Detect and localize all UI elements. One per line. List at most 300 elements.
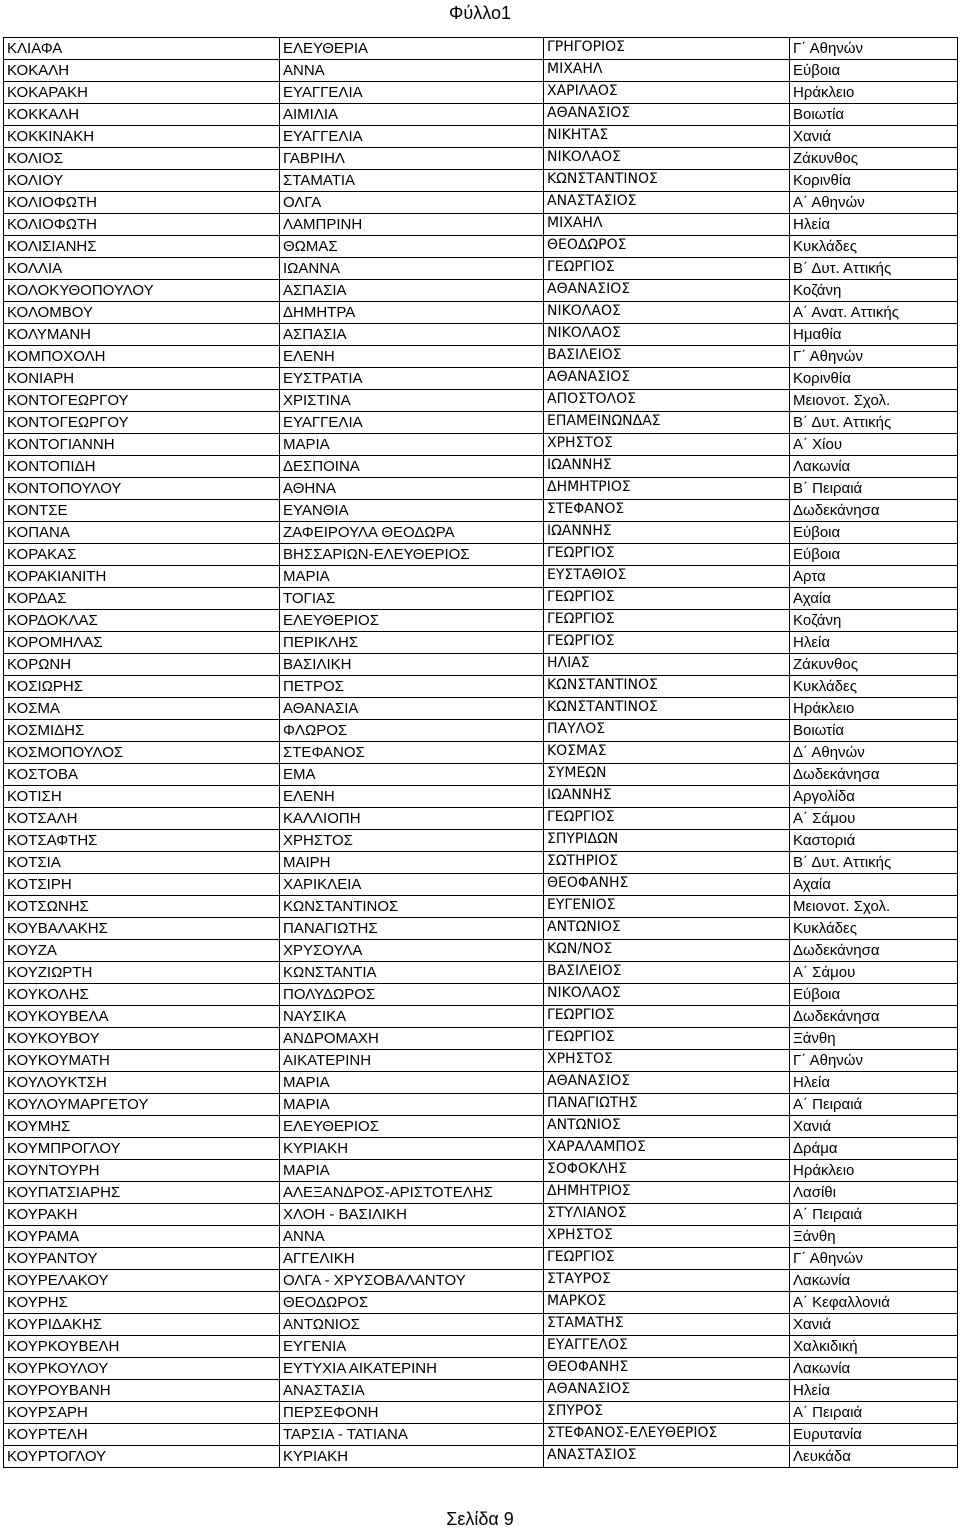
father-name-cell: ΓΕΩΡΓΙΟΣ: [544, 1028, 790, 1050]
first-name-cell: ΦΛΩΡΟΣ: [280, 720, 544, 742]
region-cell: Ηράκλειο: [790, 82, 958, 104]
table-row: [4, 984, 958, 1006]
surname-cell: ΚΟΣΙΩΡΗΣ: [4, 676, 280, 698]
region-cell: Α΄ Ανατ. Αττικής: [790, 302, 958, 324]
first-name-cell: ΜΑΡΙΑ: [280, 1160, 544, 1182]
father-name-cell: ΣΤΑΥΡΟΣ: [544, 1270, 790, 1292]
first-name-cell: ΕΥΑΓΓΕΛΙΑ: [280, 126, 544, 148]
table-row: [4, 896, 958, 918]
surname-cell: ΚΟΛΙΣΙΑΝΗΣ: [4, 236, 280, 258]
region-cell: Β΄ Δυτ. Αττικής: [790, 258, 958, 280]
surname-cell: ΚΟΚΚΙΝΑΚΗ: [4, 126, 280, 148]
first-name-cell: ΚΩΝΣΤΑΝΤΙΑ: [280, 962, 544, 984]
surname-cell: ΚΟΤΙΣΗ: [4, 786, 280, 808]
region-cell: Κυκλάδες: [790, 918, 958, 940]
first-name-cell: ΤΑΡΣΙΑ - ΤΑΤΙΑΝΑ: [280, 1424, 544, 1446]
first-name-cell: ΑΝΑΣΤΑΣΙΑ: [280, 1380, 544, 1402]
region-cell: Χαλκιδική: [790, 1336, 958, 1358]
table-row: [4, 434, 958, 456]
region-cell: Κορινθία: [790, 170, 958, 192]
table-row: [4, 1072, 958, 1094]
first-name-cell: ΕΥΑΝΘΙΑ: [280, 500, 544, 522]
surname-cell: ΚΟΝΤΟΓΕΩΡΓΟΥ: [4, 390, 280, 412]
father-name-cell: ΓΕΩΡΓΙΟΣ: [544, 1248, 790, 1270]
first-name-cell: ΕΜΑ: [280, 764, 544, 786]
first-name-cell: ΜΑΡΙΑ: [280, 434, 544, 456]
surname-cell: ΚΟΝΤΟΓΙΑΝΝΗ: [4, 434, 280, 456]
table-row: [4, 1402, 958, 1424]
region-cell: Κορινθία: [790, 368, 958, 390]
table-row: [4, 126, 958, 148]
father-name-cell: ΓΕΩΡΓΙΟΣ: [544, 588, 790, 610]
table-row: [4, 918, 958, 940]
surname-cell: ΚΟΥΡΑΝΤΟΥ: [4, 1248, 280, 1270]
father-name-cell: ΕΥΣΤΑΘΙΟΣ: [544, 566, 790, 588]
table-row: [4, 808, 958, 830]
region-cell: Χανιά: [790, 126, 958, 148]
surname-cell: ΚΟΣΜΟΠΟΥΛΟΣ: [4, 742, 280, 764]
first-name-cell: ΑΣΠΑΣΙΑ: [280, 324, 544, 346]
first-name-cell: ΒΗΣΣΑΡΙΩΝ-ΕΛΕΥΘΕΡΙΟΣ: [280, 544, 544, 566]
surname-cell: ΚΟΥΡΟΥΒΑΝΗ: [4, 1380, 280, 1402]
table-row: [4, 1336, 958, 1358]
first-name-cell: ΟΛΓΑ: [280, 192, 544, 214]
first-name-cell: ΑΘΑΝΑΣΙΑ: [280, 698, 544, 720]
father-name-cell: ΣΠΥΡΙΔΩΝ: [544, 830, 790, 852]
first-name-cell: ΖΑΦΕΙΡΟΥΛΑ ΘΕΟΔΩΡΑ: [280, 522, 544, 544]
first-name-cell: ΕΛΕΝΗ: [280, 786, 544, 808]
region-cell: Γ΄ Αθηνών: [790, 346, 958, 368]
region-cell: Αρτα: [790, 566, 958, 588]
father-name-cell: ΘΕΟΦΑΝΗΣ: [544, 874, 790, 896]
first-name-cell: ΜΑΡΙΑ: [280, 566, 544, 588]
surname-cell: ΚΟΛΙΟΥ: [4, 170, 280, 192]
region-cell: Αχαία: [790, 588, 958, 610]
region-cell: Ηλεία: [790, 1380, 958, 1402]
surname-cell: ΚΟΥΡΗΣ: [4, 1292, 280, 1314]
first-name-cell: ΑΓΓΕΛΙΚΗ: [280, 1248, 544, 1270]
region-cell: Λακωνία: [790, 1358, 958, 1380]
surname-cell: ΚΟΥΡΚΟΥΒΕΛΗ: [4, 1336, 280, 1358]
region-cell: Μειονοτ. Σχολ.: [790, 390, 958, 412]
table-row: [4, 500, 958, 522]
region-cell: Ηλεία: [790, 214, 958, 236]
table-row: [4, 742, 958, 764]
surname-cell: ΚΟΥΡΚΟΥΛΟΥ: [4, 1358, 280, 1380]
region-cell: Καστοριά: [790, 830, 958, 852]
father-name-cell: ΓΕΩΡΓΙΟΣ: [544, 258, 790, 280]
surname-cell: ΚΟΥΛΟΥΜΑΡΓΕΤΟΥ: [4, 1094, 280, 1116]
data-table: [3, 37, 958, 1468]
surname-cell: ΚΟΡΔΟΚΛΑΣ: [4, 610, 280, 632]
first-name-cell: ΧΑΡΙΚΛΕΙΑ: [280, 874, 544, 896]
father-name-cell: ΚΩΝ/ΝΟΣ: [544, 940, 790, 962]
father-name-cell: ΚΩΝΣΤΑΝΤΙΝΟΣ: [544, 698, 790, 720]
table-row: [4, 82, 958, 104]
first-name-cell: ΧΡΗΣΤΟΣ: [280, 830, 544, 852]
table-row: [4, 786, 958, 808]
region-cell: Ηλεία: [790, 1072, 958, 1094]
father-name-cell: ΔΗΜΗΤΡΙΟΣ: [544, 478, 790, 500]
table-row: [4, 280, 958, 302]
surname-cell: ΚΟΥΜΗΣ: [4, 1116, 280, 1138]
table-row: [4, 698, 958, 720]
first-name-cell: ΚΩΝΣΤΑΝΤΙΝΟΣ: [280, 896, 544, 918]
surname-cell: ΚΟΥΠΑΤΣΙΑΡΗΣ: [4, 1182, 280, 1204]
surname-cell: ΚΛΙΑΦΑ: [4, 38, 280, 60]
surname-cell: ΚΟΥΡΤΟΓΛΟΥ: [4, 1446, 280, 1468]
region-cell: Λασίθι: [790, 1182, 958, 1204]
father-name-cell: ΑΝΑΣΤΑΣΙΟΣ: [544, 192, 790, 214]
father-name-cell: ΝΙΚΟΛΑΟΣ: [544, 302, 790, 324]
surname-cell: ΚΟΚΑΡΑΚΗ: [4, 82, 280, 104]
father-name-cell: ΝΙΚΟΛΑΟΣ: [544, 148, 790, 170]
region-cell: Λακωνία: [790, 1270, 958, 1292]
table-row: [4, 544, 958, 566]
father-name-cell: ΓΕΩΡΓΙΟΣ: [544, 1006, 790, 1028]
surname-cell: ΚΟΛΙΟΣ: [4, 148, 280, 170]
first-name-cell: ΕΛΕΥΘΕΡΙΟΣ: [280, 610, 544, 632]
table-row: [4, 1314, 958, 1336]
table-row: [4, 588, 958, 610]
table-row: [4, 1138, 958, 1160]
father-name-cell: ΑΘΑΝΑΣΙΟΣ: [544, 368, 790, 390]
first-name-cell: ΘΩΜΑΣ: [280, 236, 544, 258]
region-cell: Α΄ Πειραιά: [790, 1094, 958, 1116]
father-name-cell: ΚΟΣΜΑΣ: [544, 742, 790, 764]
region-cell: Ηράκλειο: [790, 698, 958, 720]
surname-cell: ΚΟΛΟΚΥΘΟΠΟΥΛΟΥ: [4, 280, 280, 302]
first-name-cell: ΑΝΝΑ: [280, 1226, 544, 1248]
father-name-cell: ΜΙΧΑΗΛ: [544, 214, 790, 236]
first-name-cell: ΠΑΝΑΓΙΩΤΗΣ: [280, 918, 544, 940]
first-name-cell: ΚΥΡΙΑΚΗ: [280, 1138, 544, 1160]
first-name-cell: ΠΕΤΡΟΣ: [280, 676, 544, 698]
surname-cell: ΚΟΥΚΟΥΒΟΥ: [4, 1028, 280, 1050]
region-cell: Ζάκυνθος: [790, 654, 958, 676]
table-row: [4, 610, 958, 632]
surname-cell: ΚΟΛΙΟΦΩΤΗ: [4, 192, 280, 214]
surname-cell: ΚΟΡΩΝΗ: [4, 654, 280, 676]
first-name-cell: ΔΗΜΗΤΡΑ: [280, 302, 544, 324]
table-row: [4, 940, 958, 962]
region-cell: Ηράκλειο: [790, 1160, 958, 1182]
surname-cell: ΚΟΡΑΚΙΑΝΙΤΗ: [4, 566, 280, 588]
region-cell: Κυκλάδες: [790, 236, 958, 258]
surname-cell: ΚΟΝΤΟΓΕΩΡΓΟΥ: [4, 412, 280, 434]
table-row: [4, 478, 958, 500]
table-row: [4, 566, 958, 588]
first-name-cell: ΕΛΕΥΘΕΡΙΑ: [280, 38, 544, 60]
father-name-cell: ΣΠΥΡΟΣ: [544, 1402, 790, 1424]
first-name-cell: ΣΤΕΦΑΝΟΣ: [280, 742, 544, 764]
father-name-cell: ΘΕΟΔΩΡΟΣ: [544, 236, 790, 258]
surname-cell: ΚΟΤΣΑΦΤΗΣ: [4, 830, 280, 852]
surname-cell: ΚΟΥΡΤΕΛΗ: [4, 1424, 280, 1446]
region-cell: Αργολίδα: [790, 786, 958, 808]
father-name-cell: ΣΤΕΦΑΝΟΣ: [544, 500, 790, 522]
surname-cell: ΚΟΚΑΛΗ: [4, 60, 280, 82]
first-name-cell: ΕΛΕΝΗ: [280, 346, 544, 368]
region-cell: Μειονοτ. Σχολ.: [790, 896, 958, 918]
surname-cell: ΚΟΝΤΣΕ: [4, 500, 280, 522]
first-name-cell: ΒΑΣΙΛΙΚΗ: [280, 654, 544, 676]
surname-cell: ΚΟΡΔΑΣ: [4, 588, 280, 610]
surname-cell: ΚΟΥΡΕΛΑΚΟΥ: [4, 1270, 280, 1292]
first-name-cell: ΕΥΣΤΡΑΤΙΑ: [280, 368, 544, 390]
first-name-cell: ΧΡΙΣΤΙΝΑ: [280, 390, 544, 412]
father-name-cell: ΠΑΥΛΟΣ: [544, 720, 790, 742]
region-cell: Κυκλάδες: [790, 676, 958, 698]
table-row: [4, 192, 958, 214]
father-name-cell: ΓΕΩΡΓΙΟΣ: [544, 544, 790, 566]
first-name-cell: ΙΩΑΝΝΑ: [280, 258, 544, 280]
surname-cell: ΚΟΤΣΙΡΗ: [4, 874, 280, 896]
table-row: [4, 1446, 958, 1468]
first-name-cell: ΕΛΕΥΘΕΡΙΟΣ: [280, 1116, 544, 1138]
surname-cell: ΚΟΥΝΤΟΥΡΗ: [4, 1160, 280, 1182]
father-name-cell: ΧΡΗΣΤΟΣ: [544, 1226, 790, 1248]
region-cell: Β΄ Πειραιά: [790, 478, 958, 500]
surname-cell: ΚΟΤΣΑΛΗ: [4, 808, 280, 830]
table-row: [4, 1424, 958, 1446]
region-cell: Χανιά: [790, 1116, 958, 1138]
table-row: [4, 60, 958, 82]
first-name-cell: ΝΑΥΣΙΚΑ: [280, 1006, 544, 1028]
region-cell: Γ΄ Αθηνών: [790, 1050, 958, 1072]
surname-cell: ΚΟΣΤΟΒΑ: [4, 764, 280, 786]
region-cell: Δωδεκάνησα: [790, 1006, 958, 1028]
first-name-cell: ΣΤΑΜΑΤΙΑ: [280, 170, 544, 192]
region-cell: Εύβοια: [790, 544, 958, 566]
father-name-cell: ΝΙΚΟΛΑΟΣ: [544, 324, 790, 346]
region-cell: Δωδεκάνησα: [790, 940, 958, 962]
surname-cell: ΚΟΥΒΑΛΑΚΗΣ: [4, 918, 280, 940]
surname-cell: ΚΟΤΣΙΑ: [4, 852, 280, 874]
first-name-cell: ΠΟΛΥΔΩΡΟΣ: [280, 984, 544, 1006]
region-cell: Ευρυτανία: [790, 1424, 958, 1446]
father-name-cell: ΒΑΣΙΛΕΙΟΣ: [544, 346, 790, 368]
region-cell: Α΄ Πειραιά: [790, 1204, 958, 1226]
first-name-cell: ΜΑΡΙΑ: [280, 1072, 544, 1094]
father-name-cell: ΙΩΑΝΝΗΣ: [544, 786, 790, 808]
sheet-title: Φύλλο1: [449, 3, 511, 23]
surname-cell: ΚΟΛΟΜΒΟΥ: [4, 302, 280, 324]
region-cell: Λακωνία: [790, 456, 958, 478]
father-name-cell: ΜΙΧΑΗΛ: [544, 60, 790, 82]
father-name-cell: ΧΑΡΙΛΑΟΣ: [544, 82, 790, 104]
region-cell: Εύβοια: [790, 522, 958, 544]
surname-cell: ΚΟΛΛΙΑ: [4, 258, 280, 280]
surname-cell: ΚΟΥΚΟΛΗΣ: [4, 984, 280, 1006]
table-row: [4, 1380, 958, 1402]
first-name-cell: ΠΕΡΣΕΦΟΝΗ: [280, 1402, 544, 1424]
surname-cell: ΚΟΥΛΟΥΚΤΣΗ: [4, 1072, 280, 1094]
surname-cell: ΚΟΝΤΟΠΙΔΗ: [4, 456, 280, 478]
father-name-cell: ΠΑΝΑΓΙΩΤΗΣ: [544, 1094, 790, 1116]
father-name-cell: ΕΠΑΜΕΙΝΩΝΔΑΣ: [544, 412, 790, 434]
region-cell: Γ΄ Αθηνών: [790, 38, 958, 60]
table-row: [4, 1028, 958, 1050]
region-cell: Α΄ Κεφαλλονιά: [790, 1292, 958, 1314]
first-name-cell: ΕΥΑΓΓΕΛΙΑ: [280, 412, 544, 434]
surname-cell: ΚΟΚΚΑΛΗ: [4, 104, 280, 126]
father-name-cell: ΑΘΑΝΑΣΙΟΣ: [544, 104, 790, 126]
region-cell: Χανιά: [790, 1314, 958, 1336]
father-name-cell: ΙΩΑΝΝΗΣ: [544, 522, 790, 544]
father-name-cell: ΘΕΟΦΑΝΗΣ: [544, 1358, 790, 1380]
father-name-cell: ΣΥΜΕΩΝ: [544, 764, 790, 786]
first-name-cell: ΑΙΚΑΤΕΡΙΝΗ: [280, 1050, 544, 1072]
table-row: [4, 654, 958, 676]
region-cell: Αχαία: [790, 874, 958, 896]
father-name-cell: ΒΑΣΙΛΕΙΟΣ: [544, 962, 790, 984]
region-cell: Βοιωτία: [790, 720, 958, 742]
surname-cell: ΚΟΛΙΟΦΩΤΗ: [4, 214, 280, 236]
table-row: [4, 38, 958, 60]
table-row: [4, 170, 958, 192]
surname-cell: ΚΟΛΥΜΑΝΗ: [4, 324, 280, 346]
surname-cell: ΚΟΥΡΑΜΑ: [4, 1226, 280, 1248]
surname-cell: ΚΟΥΡΙΔΑΚΗΣ: [4, 1314, 280, 1336]
table-row: [4, 1160, 958, 1182]
region-cell: Α΄ Αθηνών: [790, 192, 958, 214]
father-name-cell: ΣΩΤΗΡΙΟΣ: [544, 852, 790, 874]
father-name-cell: ΚΩΝΣΤΑΝΤΙΝΟΣ: [544, 170, 790, 192]
table-row: [4, 236, 958, 258]
region-cell: Εύβοια: [790, 60, 958, 82]
surname-cell: ΚΟΝΤΟΠΟΥΛΟΥ: [4, 478, 280, 500]
table-body: [4, 38, 958, 1468]
father-name-cell: ΑΝΤΩΝΙΟΣ: [544, 918, 790, 940]
father-name-cell: ΧΡΗΣΤΟΣ: [544, 1050, 790, 1072]
surname-cell: ΚΟΡΑΚΑΣ: [4, 544, 280, 566]
table-row: [4, 258, 958, 280]
table-row: [4, 1226, 958, 1248]
father-name-cell: ΓΕΩΡΓΙΟΣ: [544, 610, 790, 632]
first-name-cell: ΛΑΜΠΡΙΝΗ: [280, 214, 544, 236]
first-name-cell: ΜΑΙΡΗ: [280, 852, 544, 874]
father-name-cell: ΣΤΑΜΑΤΗΣ: [544, 1314, 790, 1336]
first-name-cell: ΜΑΡΙΑ: [280, 1094, 544, 1116]
table-row: [4, 962, 958, 984]
region-cell: Δράμα: [790, 1138, 958, 1160]
surname-cell: ΚΟΤΣΩΝΗΣ: [4, 896, 280, 918]
father-name-cell: ΓΕΩΡΓΙΟΣ: [544, 632, 790, 654]
father-name-cell: ΓΕΩΡΓΙΟΣ: [544, 808, 790, 830]
region-cell: Λευκάδα: [790, 1446, 958, 1468]
first-name-cell: ΑΘΗΝΑ: [280, 478, 544, 500]
region-cell: Δωδεκάνησα: [790, 764, 958, 786]
father-name-cell: ΧΡΗΣΤΟΣ: [544, 434, 790, 456]
father-name-cell: ΗΛΙΑΣ: [544, 654, 790, 676]
surname-cell: ΚΟΣΜΙΔΗΣ: [4, 720, 280, 742]
table-row: [4, 456, 958, 478]
first-name-cell: ΧΡΥΣΟΥΛΑ: [280, 940, 544, 962]
father-name-cell: ΕΥΑΓΓΕΛΟΣ: [544, 1336, 790, 1358]
first-name-cell: ΓΑΒΡΙΗΛ: [280, 148, 544, 170]
region-cell: Α΄ Πειραιά: [790, 1402, 958, 1424]
table-row: [4, 324, 958, 346]
first-name-cell: ΕΥΑΓΓΕΛΙΑ: [280, 82, 544, 104]
first-name-cell: ΟΛΓΑ - ΧΡΥΣΟΒΑΛΑΝΤΟΥ: [280, 1270, 544, 1292]
region-cell: Δωδεκάνησα: [790, 500, 958, 522]
table-row: [4, 522, 958, 544]
table-row: [4, 764, 958, 786]
first-name-cell: ΕΥΤΥΧΙΑ ΑΙΚΑΤΕΡΙΝΗ: [280, 1358, 544, 1380]
first-name-cell: ΕΥΓΕΝΙΑ: [280, 1336, 544, 1358]
father-name-cell: ΔΗΜΗΤΡΙΟΣ: [544, 1182, 790, 1204]
father-name-cell: ΣΟΦΟΚΛΗΣ: [544, 1160, 790, 1182]
father-name-cell: ΑΝΤΩΝΙΟΣ: [544, 1116, 790, 1138]
father-name-cell: ΓΡΗΓΟΡΙΟΣ: [544, 38, 790, 60]
father-name-cell: ΙΩΑΝΝΗΣ: [544, 456, 790, 478]
region-cell: Ξάνθη: [790, 1226, 958, 1248]
first-name-cell: ΚΑΛΛΙΟΠΗ: [280, 808, 544, 830]
table-row: [4, 1270, 958, 1292]
father-name-cell: ΣΤΥΛΙΑΝΟΣ: [544, 1204, 790, 1226]
region-cell: Α΄ Σάμου: [790, 962, 958, 984]
region-cell: Ξάνθη: [790, 1028, 958, 1050]
surname-cell: ΚΟΥΡΑΚΗ: [4, 1204, 280, 1226]
table-row: [4, 302, 958, 324]
surname-cell: ΚΟΥΚΟΥΒΕΛΑ: [4, 1006, 280, 1028]
father-name-cell: ΚΩΝΣΤΑΝΤΙΝΟΣ: [544, 676, 790, 698]
region-cell: Εύβοια: [790, 984, 958, 1006]
father-name-cell: ΑΘΑΝΑΣΙΟΣ: [544, 280, 790, 302]
first-name-cell: ΤΟΓΙΑΣ: [280, 588, 544, 610]
first-name-cell: ΑΝΝΑ: [280, 60, 544, 82]
surname-cell: ΚΟΥΖΙΩΡΤΗ: [4, 962, 280, 984]
table-row: [4, 1204, 958, 1226]
first-name-cell: ΑΛΕΞΑΝΔΡΟΣ-ΑΡΙΣΤΟΤΕΛΗΣ: [280, 1182, 544, 1204]
table-row: [4, 148, 958, 170]
table-row: [4, 390, 958, 412]
table-row: [4, 346, 958, 368]
surname-cell: ΚΟΝΙΑΡΗ: [4, 368, 280, 390]
region-cell: Β΄ Δυτ. Αττικής: [790, 412, 958, 434]
region-cell: Ηλεία: [790, 632, 958, 654]
table-row: [4, 1182, 958, 1204]
table-row: [4, 1292, 958, 1314]
table-row: [4, 1094, 958, 1116]
father-name-cell: ΝΙΚΟΛΑΟΣ: [544, 984, 790, 1006]
first-name-cell: ΑΙΜΙΛΙΑ: [280, 104, 544, 126]
region-cell: Δ΄ Αθηνών: [790, 742, 958, 764]
table-row: [4, 874, 958, 896]
father-name-cell: ΝΙΚΗΤΑΣ: [544, 126, 790, 148]
region-cell: Ημαθία: [790, 324, 958, 346]
table-row: [4, 104, 958, 126]
father-name-cell: ΕΥΓΕΝΙΟΣ: [544, 896, 790, 918]
table-row: [4, 632, 958, 654]
table-row: [4, 1248, 958, 1270]
table-row: [4, 412, 958, 434]
first-name-cell: ΘΕΟΔΩΡΟΣ: [280, 1292, 544, 1314]
table-row: [4, 368, 958, 390]
region-cell: Ζάκυνθος: [790, 148, 958, 170]
father-name-cell: ΣΤΕΦΑΝΟΣ-ΕΛΕΥΘΕΡΙΟΣ: [544, 1424, 790, 1446]
table-row: [4, 830, 958, 852]
first-name-cell: ΚΥΡΙΑΚΗ: [280, 1446, 544, 1468]
table-row: [4, 1358, 958, 1380]
region-cell: Κοζάνη: [790, 610, 958, 632]
surname-cell: ΚΟΜΠΟΧΟΛΗ: [4, 346, 280, 368]
surname-cell: ΚΟΣΜΑ: [4, 698, 280, 720]
table-row: [4, 676, 958, 698]
father-name-cell: ΑΠΟΣΤΟΛΟΣ: [544, 390, 790, 412]
surname-cell: ΚΟΥΚΟΥΜΑΤΗ: [4, 1050, 280, 1072]
